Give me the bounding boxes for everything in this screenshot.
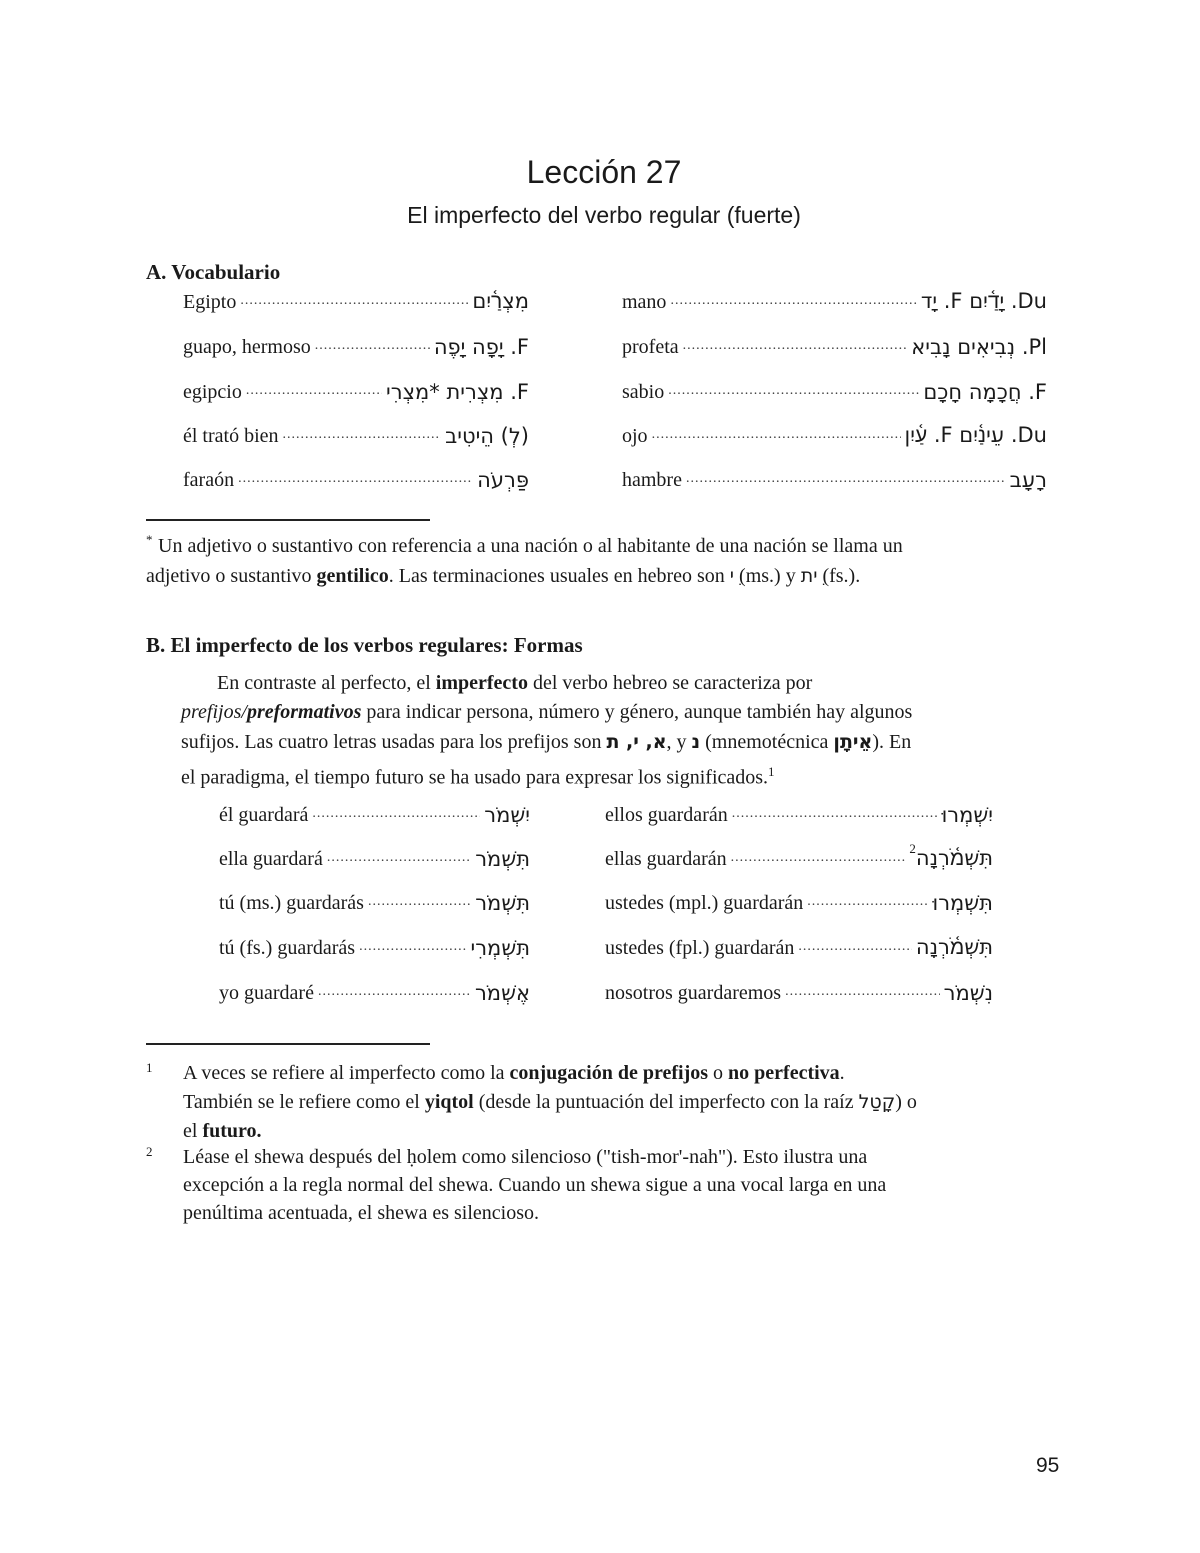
footnote-star-line2: adjetivo o sustantivo gentilico. Las terminaciones usuales en hebreo son ִי (ms.) y ִית (fs.).: [146, 565, 861, 587]
vocab-row: sabio ..... F. חֲכָמָה חָכָם: [622, 372, 1047, 404]
vocab-row: guapo, hermoso ..... F. יָפָה יָפֶה: [183, 327, 529, 359]
section-b-para-line3: sufijos. Las cuatro letras usadas para los prefijos son א, י, ת, y נ (mnemotécnica אֵיתָן). En: [181, 731, 912, 753]
vocab-row: hambre ..... רָעָב: [622, 460, 1047, 492]
page-number: 95: [1036, 1454, 1060, 1477]
section-b-para-line1: En contraste al perfecto, el imperfecto del verbo hebreo se caracteriza por: [217, 672, 813, 694]
section-b-para-line4: el paradigma, el tiempo futuro se ha usado para expresar los significados.$^1$: [181, 764, 775, 789]
paradigm-row: ellas guardarán ..... $^2$ תִּשְׁמֹ֫רְנָה: [605, 839, 993, 871]
footnote-star-line1: Un adjetivo o sustantivo con referencia a una nación o al habitante de una nación se llama un: [158, 535, 903, 557]
footnote-2-mark: 2: [146, 1144, 153, 1159]
footnote-2-line3: penúltima acentuada, el shewa es silencioso.: [183, 1202, 539, 1224]
footnote-1-line3: el futuro.: [183, 1120, 262, 1142]
footnote-2-line1: Léase el shewa después del ḥolem como silencioso ("tish-mor'-nah"). Esto ilustra una: [183, 1146, 868, 1168]
footnote-1-line1: A veces se refiere al imperfecto como la conjugación de prefijos o no perfectiva.: [183, 1062, 845, 1084]
vocab-row: faraón ..... פַּרְעֹה: [183, 460, 529, 492]
footnote-divider: [146, 519, 430, 521]
paradigm-row: ustedes (mpl.) guardarán ..... תִּשְׁמְרוּ: [605, 883, 993, 915]
vocab-row: egipcio ..... F. מִצְרִית *מִצְרִי: [183, 372, 529, 404]
lesson-title: Lección 27: [526, 154, 682, 190]
paradigm-row: tú (fs.) guardarás ..... תִּשְׁמְרִי: [219, 928, 530, 960]
footnote-1-line2: También se le refiere como el yiqtol (desde la puntuación del imperfecto con la raíz קָטַל) o: [183, 1091, 917, 1113]
paradigm-row: tú (ms.) guardarás ..... תִּשְׁמֹר: [219, 883, 530, 915]
vocab-row: él trató bien ..... (לְ) הֵיטִיב: [183, 416, 529, 448]
paradigm-row: ustedes (fpl.) guardarán ..... תִּשְׁמֹ֫רְנָה: [605, 928, 993, 960]
section-a-heading: A. Vocabulario: [146, 260, 281, 284]
footnote-1-mark: 1: [146, 1060, 153, 1075]
paradigm-row: ella guardará ..... תִּשְׁמֹר: [219, 839, 530, 871]
lesson-subtitle: El imperfecto del verbo regular (fuerte): [407, 202, 801, 228]
paradigm-row: él guardará ..... יִשְׁמֹר: [219, 795, 530, 827]
paradigm-row: ellos guardarán ..... יִשְׁמְרוּ: [605, 795, 993, 827]
footnote-2-line2: excepción a la regla normal del shewa. Cuando un shewa sigue a una vocal larga en una: [183, 1174, 887, 1196]
vocab-row: profeta ..... Pl. נְבִיאִים נָבִיא: [622, 327, 1047, 359]
section-b-para-line2: prefijos/preformativos para indicar persona, número y género, aunque también hay algunos: [181, 701, 913, 723]
section-b-heading: B. El imperfecto de los verbos regulares: Formas: [146, 633, 583, 657]
footnote-divider: [146, 1043, 430, 1045]
paradigm-row: nosotros guardaremos ..... נִשְׁמֹר: [605, 973, 993, 1005]
footnote-star-mark: *: [146, 532, 153, 547]
vocab-row: mano ..... Du. יָדַ֫יִם F. יָד: [622, 282, 1047, 314]
vocab-row: Egipto ..... מִצְרַ֫יִם: [183, 282, 529, 314]
paradigm-row: yo guardaré ..... אֶשְׁמֹר: [219, 973, 530, 1005]
vocab-row: ojo ..... Du. עֵינַ֫יִם F. עַ֫יִן: [622, 416, 1047, 448]
